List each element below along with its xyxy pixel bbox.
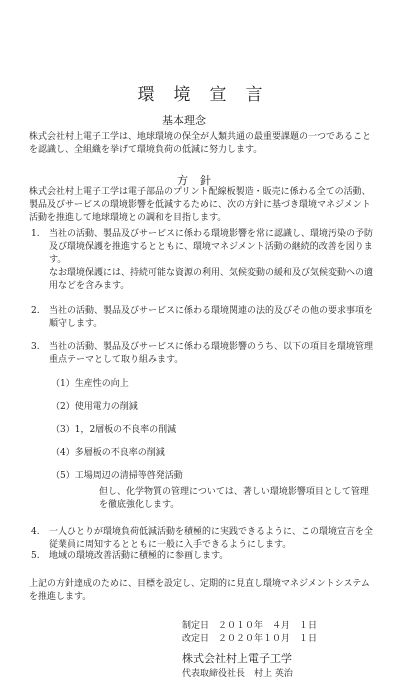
policy-item-number <box>31 267 49 293</box>
policy-item-number: 4. <box>31 527 40 537</box>
closing-statement: 上記の方針達成のために、目標を設定し、定期的に見直し環境マネジメントシステムを推進します。 <box>29 579 370 602</box>
policy-item-number: 2. <box>31 306 40 316</box>
policy-item-number: 1. <box>31 229 40 239</box>
policy-item-1 <box>31 228 373 267</box>
policy-item-text: 地域の環境改善活動に積極的に参画します。 <box>49 551 229 561</box>
chemical-management-note: 但し、化学物質の管理については、著しい環境影響項目として管理を徹底強化します。 <box>99 487 369 510</box>
focus-theme-2: （2）使用電力の削減 <box>51 402 138 412</box>
policy-item-text: 当社の活動、製品及びサービスに係わる環境影響を常に認識し、環境汚染の予防及び環境保護を推進するとともに、環境マネジメント活動の継続的改善を図ります。 <box>49 229 374 265</box>
policy-item-number: 3. <box>31 342 40 352</box>
policy-item-text: なお環境保護には、持続可能な資源の利用、気候変動の緩和及び気候変動への適用などを含みます。 <box>49 268 374 291</box>
basic-philosophy-text: 株式会社村上電子工学は、地球環境の保全が人類共通の最重要課題の一つであることを認識し、全組織を挙げて環境負荷の低減に努力します。 <box>29 132 372 155</box>
policy-item-1-note <box>31 267 373 293</box>
focus-theme-1: （1）生産性の向上 <box>51 379 129 389</box>
policy-intro-text: 株式会社村上電子工学は電子部品のプリント配線板製造・販売に係わる全ての活動、製品及びサービスの環境影響を低減するために、次の方針に基づき環境マネジメント活動を推進して地球環境との調和を目指します。 <box>29 187 371 223</box>
policy-heading: 方針 <box>177 174 223 187</box>
established-date: 制定日 ２０１０年 ４月 １日 <box>182 621 318 631</box>
focus-theme-3: （3）1，2層板の不良率の削減 <box>51 425 177 435</box>
policy-item-4 <box>31 526 373 552</box>
policy-item-text: 当社の活動、製品及びサービスに係わる環境関連の法的及びその他の要求事項を順守します。 <box>49 306 374 329</box>
focus-theme-5: （5）工場周辺の清掃等啓発活動 <box>51 471 183 481</box>
page-title: 環境宣言 <box>137 85 282 105</box>
policy-item-number: 5. <box>31 551 40 561</box>
policy-item-text: 一人ひとりが環境負荷低減活動を積極的に実践できるように、この環境宣言を全従業員に周知するとともに一般に入手できるようにします。 <box>49 527 374 550</box>
representative-name: 代表取締役社長 村上 英治 <box>182 669 293 679</box>
company-name: 株式会社村上電子工学 <box>182 652 292 665</box>
policy-item-2 <box>31 305 373 331</box>
focus-theme-4: （4）多層板の不良率の削減 <box>51 448 165 458</box>
policy-item-3 <box>31 341 373 367</box>
revised-date: 改定日 ２０２０年１０月 １日 <box>182 634 318 644</box>
basic-philosophy-heading: 基本理念 <box>162 114 206 127</box>
policy-item-5 <box>31 550 373 563</box>
policy-item-text: 当社の活動、製品及びサービスに係わる環境影響のうち、以下の項目を環境管理重点テーマとして取り組みます。 <box>49 342 374 365</box>
